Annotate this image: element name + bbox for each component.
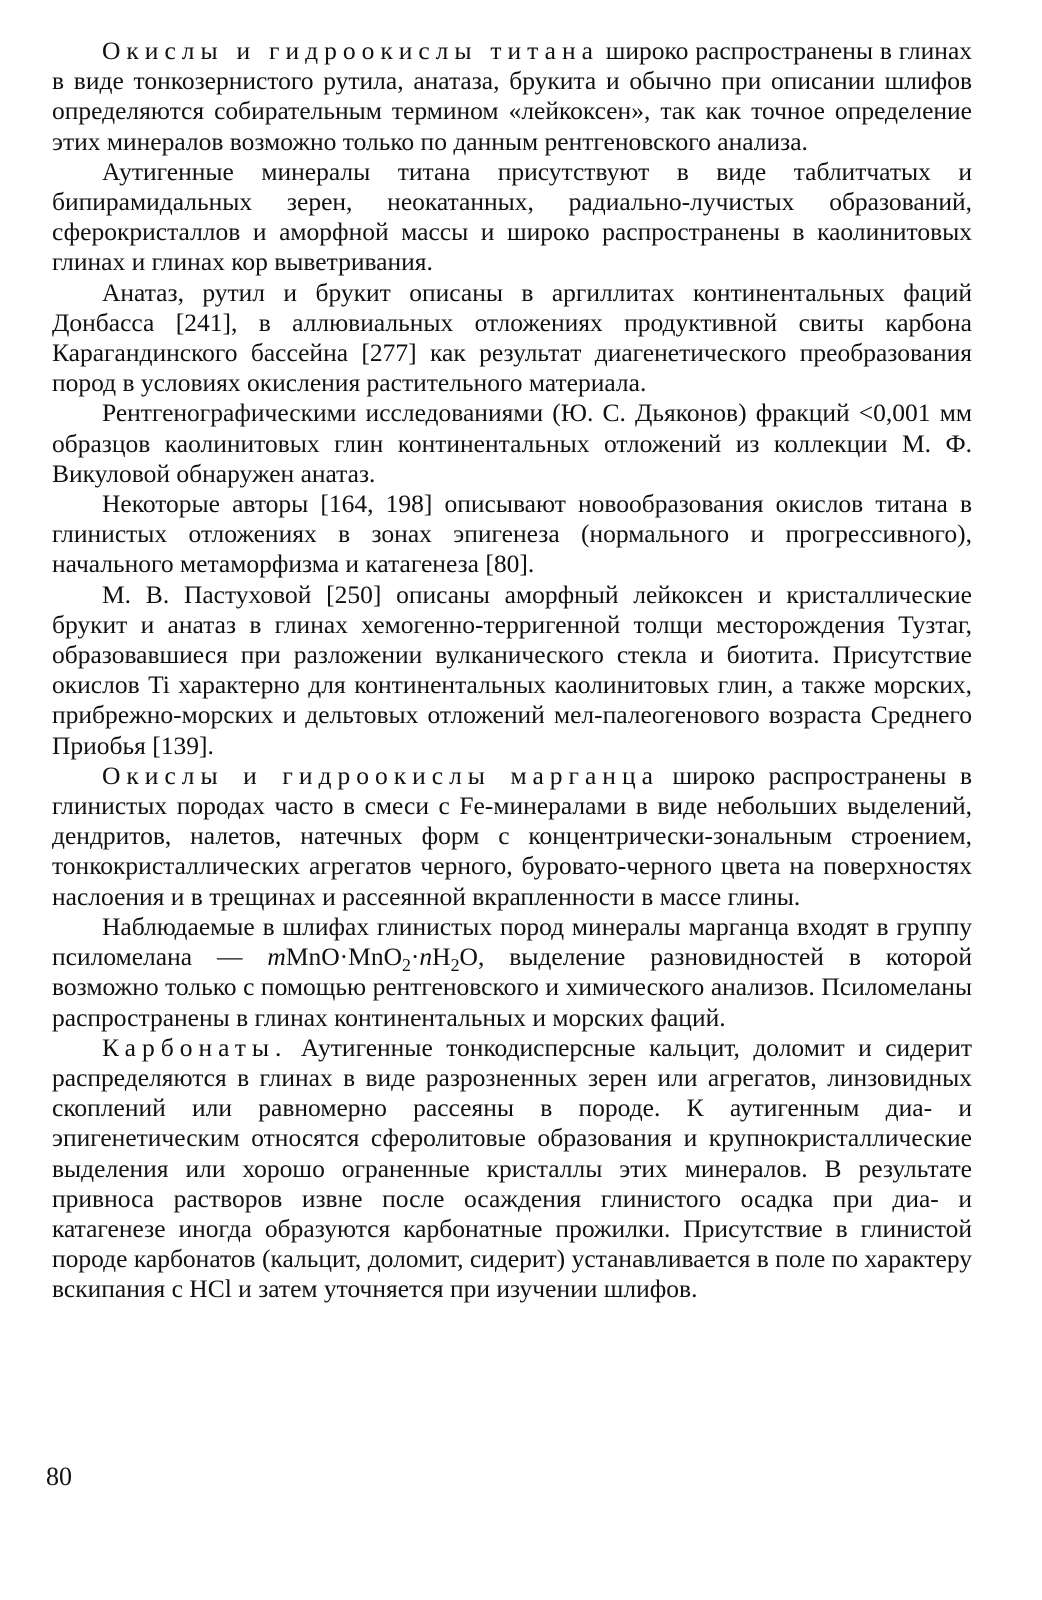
paragraph-text: Аутигенные минералы титана присутствуют в виде таблитчатых и бипирамидальных зерен, неокатанных, радиально-лучистых образований, сферокристаллов и аморфной массы и широко распространены в каолинитовых глинах и глинах кор выветривания. <box>52 156 972 277</box>
section-heading-titanium: Окислы и гидроокислы титана <box>102 36 599 65</box>
paragraph-pastukhova <box>52 580 972 761</box>
page-body <box>52 36 972 1305</box>
paragraph-text: Наблюдаемые в шлифах глинистых пород минералы марганца входят в группу псиломелана — <box>52 911 972 972</box>
paragraph-carbonates <box>52 1033 972 1305</box>
paragraph-text: Рентгенографическими исследованиями (Ю. С. Дьяконов) фракций <0,001 мм образцов каолинитовых глин континентальных отложений из коллекции М. Ф. Викуловой обнаружен анатаз. <box>52 398 972 488</box>
section-heading-manganese: Окислы и гидроокислы марганца <box>102 760 659 790</box>
section-heading-carbonates: Карбонаты. <box>102 1032 288 1062</box>
paragraph-xray-studies <box>52 398 972 489</box>
paragraph-titanium-oxides <box>52 36 972 157</box>
page-number: 80 <box>46 1462 72 1491</box>
paragraph-manganese-oxides <box>52 761 972 912</box>
paragraph-text: широко распространены в глинистых породах часто в смеси с Fe-минералами в виде небольших выделений, дендритов, налетов, натечных форм с концентрически-зональным строением, тонкокристаллических агрегатов черного, буровато-черного цвета на поверхностях наслоения и в трещинах и рассеянной вкрапленности в массе глины. <box>52 760 972 911</box>
paragraph-anatase-donbass <box>52 278 972 399</box>
chemical-formula: $mMnO\cdot MnO_2\cdot nH_2O$ <box>267 942 478 976</box>
paragraph-text: Анатаз, рутил и брукит описаны в аргиллитах континентальных фаций Донбасса [241], в аллювиальных отложениях продуктивной свиты карбона Карагандинского бассейна [277] как результат диагенетического преобразования пород в условиях окисления растительного материала. <box>52 277 972 398</box>
paragraph-epigenesis <box>52 489 972 580</box>
paragraph-text: М. В. Пастуховой [250] описаны аморфный лейкоксен и кристаллические брукит и анатаз в глинах хемогенно-терригенной толщи месторождения Тузтаг, образовавшиеся при разложении вулканического стекла и биотита. Присутствие окислов Ti характерно для континентальных каолинитовых глин, а также морских, прибрежно-морских и дельтовых отложений мел-палеогенового возраста Среднего Приобья [139]. <box>52 579 972 760</box>
paragraph-authigenic-titanium <box>52 157 972 278</box>
paragraph-text: , выделение разновидностей в которой возможно только с помощью рентгеновского и химического анализов. Псиломеланы распространены в глинах континентальных и морских фаций. <box>52 942 972 1032</box>
paragraph-text: широко распространены в глинах в виде тонкозернистого рутила, анатаза, брукита и обычно при описании шлифов определяются собирательным термином «лейкоксен», так как точное определение этих минералов возможно только по данным рентгеновского анализа. <box>52 36 973 156</box>
paragraph-psilomelane <box>52 912 972 1033</box>
paragraph-text: Некоторые авторы [164, 198] описывают новообразования окислов титана в глинистых отложениях в зонах эпигенеза (нормального и прогрессивного), начального метаморфизма и катагенеза [80]. <box>52 489 972 579</box>
paragraph-text: Аутигенные тонкодисперсные кальцит, доломит и сидерит распределяются в глинах в виде разрозненных зерен или агрегатов, линзовидных скоплений или равномерно рассеяны в породе. К аутигенным диа- и эпигенетическим относятся сферолитовые образования и крупнокристаллические выделения или хорошо ограненные кристаллы этих минералов. В результате привноса растворов извне после осаждения глинистого осадка при диа- и катагенезе иногда образуются карбонатные прожилки. Присутствие в глинистой породе карбонатов (кальцит, доломит, сидерит) устанавливается в поле по характеру вскипания с HCl и затем уточняется при изучении шлифов. <box>52 1032 972 1304</box>
